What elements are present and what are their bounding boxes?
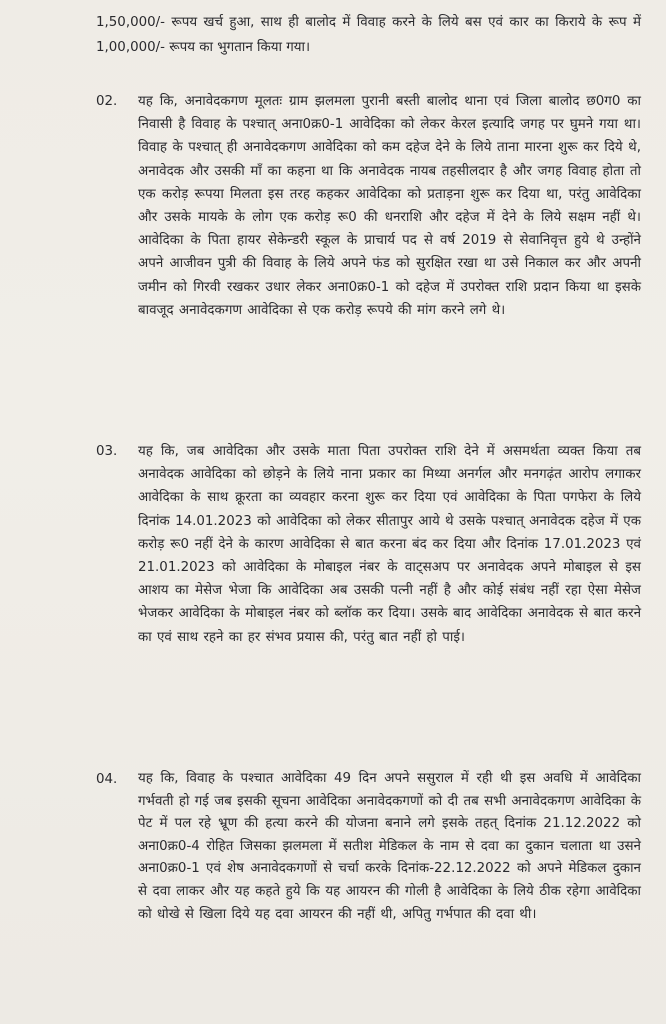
paragraph-text: यह कि, विवाह के पश्चात आवेदिका 49 दिन अपने ससुराल में रही थी इस अवधि में आवेदिका गर्भवती हो गई जब इसकी सूचना आवेदिका अनावेदकगणों को दी तब सभी अनावेदकगण आवेदिका के पेट में पल रहे भ्रूण की हत्या करने की योजना बनाने लगे इसके तहत् दिनांक 21.12.2022 को अना0क्र0-4 रोहित जिसका झलमला में सतीश मेडिकल के नाम से दवा का दुकान चलाता था उसने अना0क्र0-1 एवं शेष अनावेदकगणों से चर्चा करके दिनांक-22.12.2022 को अपने मेडिकल दुकान से दवा लाकर और यह कहते हुये कि यह आयरन की गोली है आवेदिका के लिये ठीक रहेगा आवेदिका को धोखे से खिला दिये यह दवा आयरन की नहीं थी, अपितु गर्भपात की दवा थी। [138,771,641,922]
paragraph-02 [96,90,641,322]
intro-paragraph: 1,50,000/- रूपय खर्च हुआ, साथ ही बालोद में विवाह करने के लिये बस एवं कार का किराये के रूप में 1,00,000/- रूपय का भुगतान किया गया। [96,15,641,55]
paragraph-03 [96,440,641,649]
paragraph-number: 02. [96,94,118,109]
paragraph-number: 03. [96,444,118,459]
paragraph-text: यह कि, अनावेदकगण मूलतः ग्राम झलमला पुरानी बस्ती बालोद थाना एवं जिला बालोद छ0ग0 का निवासी है विवाह के पश्चात् अना0क्र0-1 आवेदिका को लेकर केरल इत्यादि जगह पर घुमने गया था। विवाह के पश्चात् ही अनावेदकगण आवेदिका को कम दहेज देने के लिये ताना मारना शुरू कर दिये थे, अनावेदक और उसकी माँ का कहना था कि अनावेदक नायब तहसीलदार है और जगह विवाह होता तो एक करोड़ रूपया मिलता इस तरह कहकर आवेदिका को प्रताड़ना शुरू कर दिया था, परंतु आवेदिका और उसके मायके के लोग एक करोड़ रू0 की धनराशि और दहेज में देने के लिये सक्षम नहीं थे। आवेदिका के पिता हायर सेकेन्डरी स्कूल के प्राचार्य पद से वर्ष 2019 से सेवानिवृत्त हुये थे उन्होंने अपने आजीवन पुत्री की विवाह के लिये अपने फंड को सुरक्षित रखा था उसे निकाल कर और अपनी जमीन को गिरवी रखकर उधार लेकर अना0क्र0-1 को दहेज में उपरोक्त राशि प्रदान किया था इसके बावजूद अनावेदकगण आवेदिका से एक करोड़ रूपये की मांग करने लगे थे। [138,94,641,318]
paragraph-04 [96,768,641,926]
paragraph-number: 04. [96,772,118,787]
paragraph-text: यह कि, जब आवेदिका और उसके माता पिता उपरोक्त राशि देने में असमर्थता व्यक्त किया तब अनावेदक आवेदिका को छोड़ने के लिये नाना प्रकार का मिथ्या अनर्गल और मनगढ़ंत आरोप लगाकर आवेदिका के साथ क्रूरता का व्यवहार करना शुरू कर दिया एवं आवेदिका के पिता पगफेरा के लिये दिनांक 14.01.2023 को आवेदिका को लेकर सीतापुर आये थे उसके पश्चात् अनावेदक दहेज में एक करोड़ रू0 नहीं देने के कारण आवेदिका से बात करना बंद कर दिया और दिनांक 17.01.2023 एवं 21.01.2023 को आवेदिका के मोबाइल नंबर के वाट्सअप पर अनावेदक अपने मोबाइल से इस आशय का मेसेज भेजा कि आवेदिका अब उसकी पत्नी नहीं है और कोई संबंध नहीं रहा ऐसा मेसेज भेजकर आवेदिका के मोबाइल नंबर को ब्लॉक कर दिया। उसके बाद आवेदिका अनावेदक से बात करने का एवं साथ रहने का हर संभव प्रयास की, परंतु बात नहीं हो पाई। [138,444,641,645]
